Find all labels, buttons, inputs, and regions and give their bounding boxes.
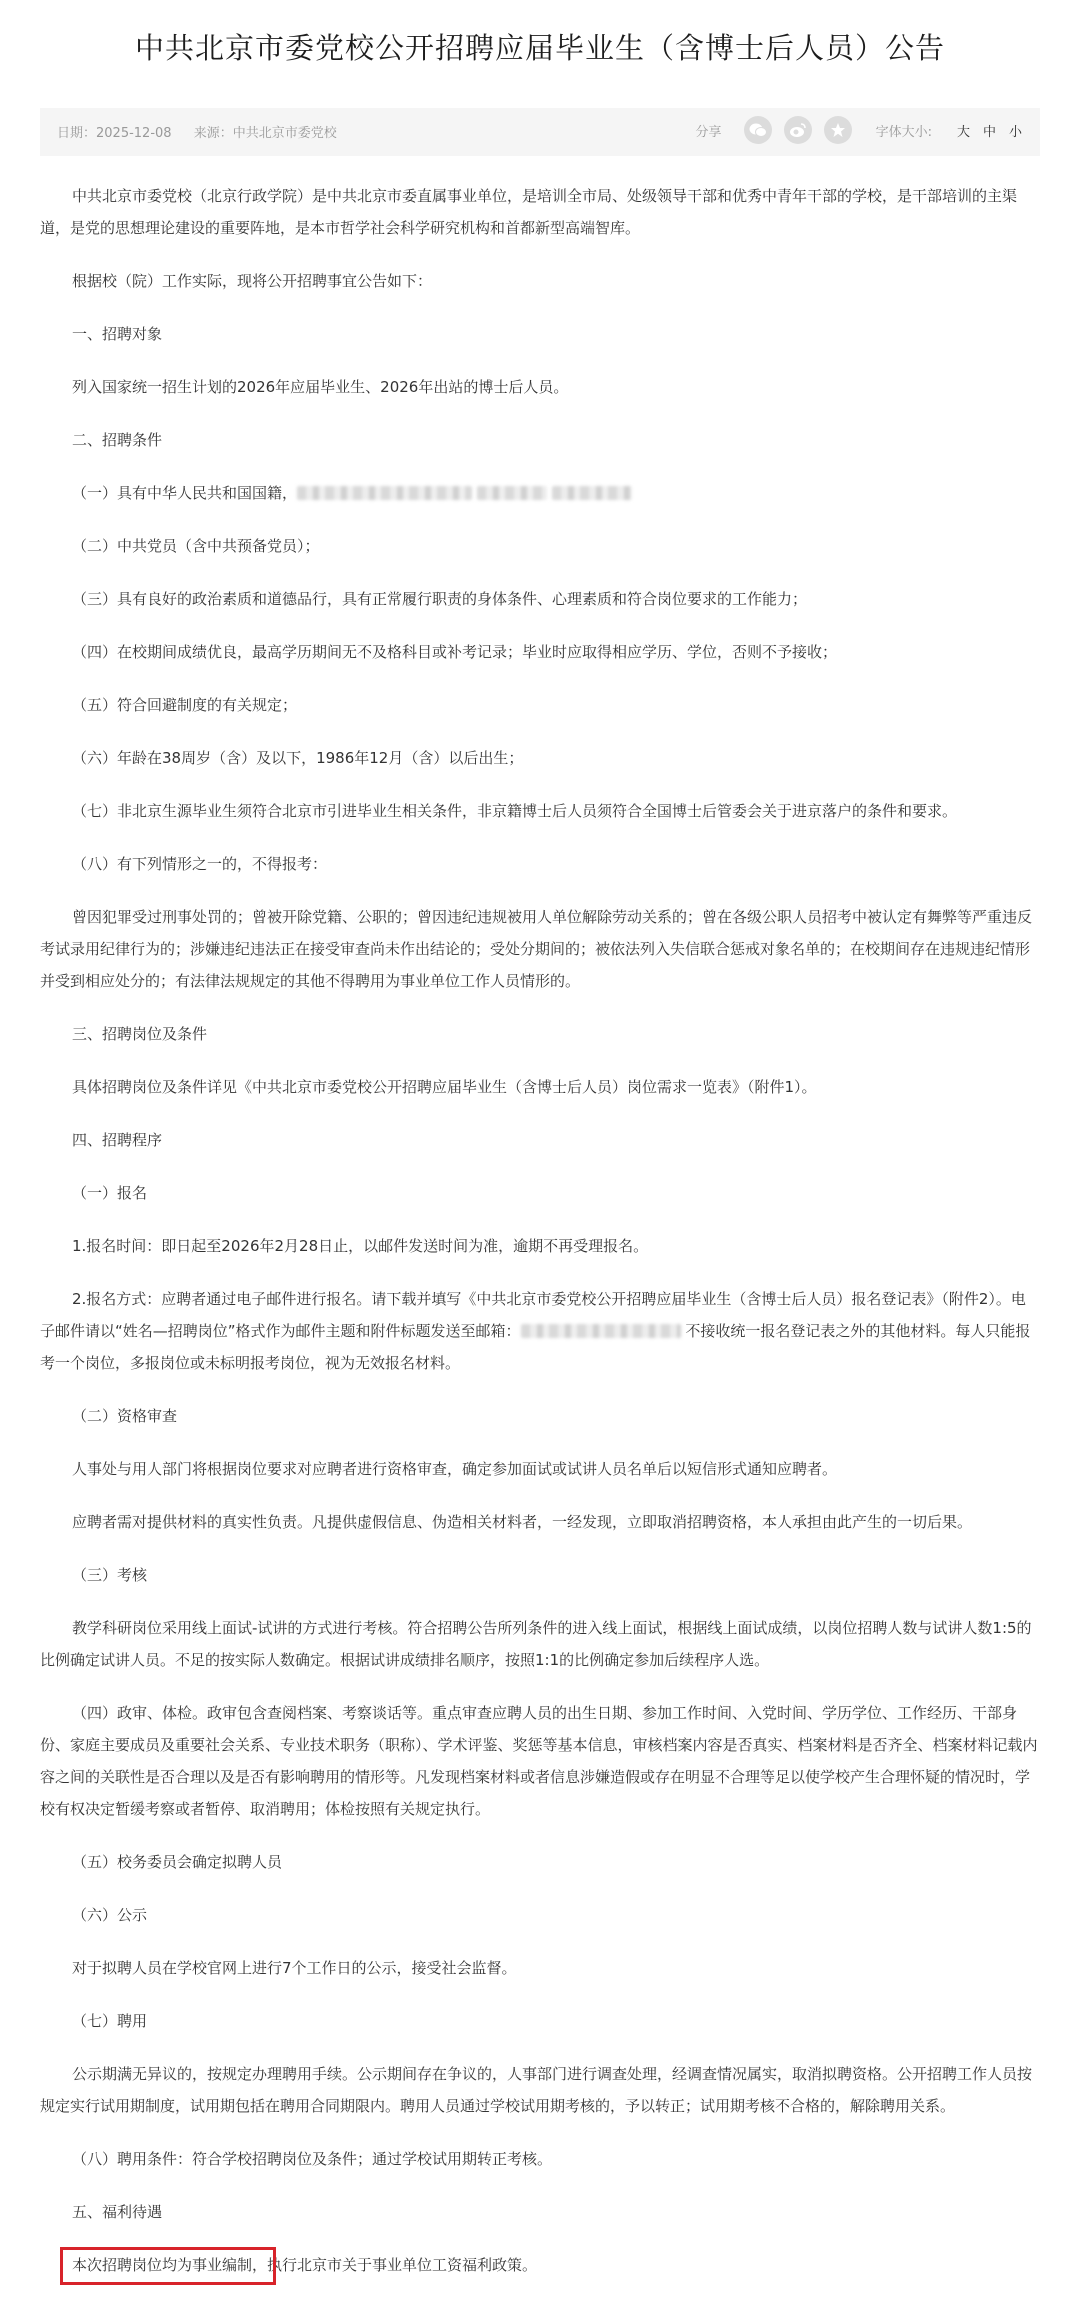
- paragraph: 列入国家统一招生计划的2026年应届毕业生、2026年出站的博士后人员。: [72, 378, 569, 396]
- welfare-text: 本次招聘岗位均为事业编制，执行北京市关于事业单位工资福利政策。: [72, 2256, 538, 2274]
- article-source: 来源：中共北京市委党校: [193, 126, 337, 141]
- registration-method-text: 不接收统一报名登记表之外的其他材料。每人只能报考一个岗位，多报岗位或未标明报考岗位，视为无效报名材料。: [40, 1322, 1031, 1372]
- section-heading: 四、招聘程序: [72, 1131, 163, 1149]
- redacted-email: [521, 1324, 681, 1338]
- red-highlight-box: [60, 2247, 276, 2285]
- paragraph: 根据校（院）工作实际，现将公开招聘事宜公告如下：: [72, 272, 433, 290]
- wechat-icon[interactable]: [744, 116, 772, 144]
- favorite-icon[interactable]: [824, 116, 852, 144]
- paragraph: 公示期满无异议的，按规定办理聘用手续。公示期间存在争议的，人事部门进行调查处理，经调查情况属实，取消拟聘资格。公开招聘工作人员按规定实行试用期制度，试用期包括在聘用合同期限内。聘用人员通过学校试用期考核的，予以转正；试用期考核不合格的，解除聘用关系。: [40, 2065, 1033, 2115]
- sub-heading: （七）聘用: [72, 2012, 148, 2030]
- paragraph: （八）聘用条件：符合学校招聘岗位及条件；通过学校试用期转正考核。: [72, 2150, 553, 2168]
- font-size-medium-button[interactable]: 中: [982, 124, 996, 140]
- page-title: 中共北京市委党校公开招聘应届毕业生（含博士后人员）公告: [134, 31, 945, 65]
- paragraph: 曾因犯罪受过刑事处罚的；曾被开除党籍、公职的；曾因违纪违规被用人单位解除劳动关系的；曾在各级公职人员招考中被认定有舞弊等严重违反考试录用纪律行为的；涉嫌违纪违法正在接受审查尚未作出结论的；受处分期间的；被依法列入失信联合惩戒对象名单的；在校期间存在违规违纪情形并受到相应处分的；有法律法规规定的其他不得聘用为事业单位工作人员情形的。: [40, 908, 1033, 990]
- article-body: [40, 180, 1040, 2302]
- paragraph: [40, 477, 1040, 509]
- redacted-text: [477, 486, 547, 500]
- highlighted-paragraph: [40, 2249, 1040, 2281]
- paragraph: 具体招聘岗位及条件详见《中共北京市委党校公开招聘应届毕业生（含博士后人员）岗位需求一览表》（附件1）。: [72, 1078, 817, 1096]
- section-heading: 五、福利待遇: [72, 2203, 163, 2221]
- paragraph: （三）具有良好的政治素质和道德品行，具有正常履行职责的身体条件、心理素质和符合岗位要求的工作能力；: [72, 590, 808, 608]
- sub-heading: （五）校务委员会确定拟聘人员: [72, 1853, 283, 1871]
- sub-heading: （六）公示: [72, 1906, 148, 1924]
- paragraph: 1.报名时间：即日起至2026年2月28日止，以邮件发送时间为准，逾期不再受理报名。: [72, 1237, 649, 1255]
- paragraph: （六）年龄在38周岁（含）及以下，1986年12月（含）以后出生；: [72, 749, 524, 767]
- sub-heading: （一）报名: [72, 1184, 148, 1202]
- redacted-text: [552, 486, 632, 500]
- paragraph: 应聘者需对提供材料的真实性负责。凡提供虚假信息、伪造相关材料者，一经发现，立即取消招聘资格，本人承担由此产生的一切后果。: [72, 1513, 973, 1531]
- paragraph: （四）政审、体检。政审包含查阅档案、考察谈话等。重点审查应聘人员的出生日期、参加工作时间、入党时间、学历学位、工作经历、干部身份、家庭主要成员及重要社会关系、专业技术职务（职称）、学术评鉴、奖惩等基本信息，审核档案内容是否真实、档案材料是否齐全、档案材料记载内容之间的关联性是否合理以及是否有影响聘用的情形等。凡发现档案材料或者信息涉嫌造假或存在明显不合理等足以使学校产生合理怀疑的情况时，学校有权决定暂缓考察或者暂停、取消聘用；体检按照有关规定执行。: [40, 1704, 1038, 1818]
- paragraph: （四）在校期间成绩优良，最高学历期间无不及格科目或补考记录；毕业时应取得相应学历、学位，否则不予接收；: [72, 643, 838, 661]
- condition-text: （一）具有中华人民共和国国籍，: [72, 484, 298, 502]
- paragraph: （五）符合回避制度的有关规定；: [72, 696, 298, 714]
- sub-heading: （三）考核: [72, 1566, 148, 1584]
- registration-method-text: 2.报名方式：应聘者通过电子邮件进行报名。请下载并填写《中共北京市委党校公开招聘应届毕业生（含博士后人员）报名登记表》（附件2）。电子邮件请以“姓名—招聘岗位”格式作为邮件主题和附件标题发送至邮箱：: [40, 1290, 1026, 1340]
- paragraph: 教学科研岗位采用线上面试-试讲的方式进行考核。符合招聘公告所列条件的进入线上面试，根据线上面试成绩，以岗位招聘人数与试讲人数1:5的比例确定试讲人员。不足的按实际人数确定。根据试讲成绩排名顺序，按照1:1的比例确定参加后续程序人选。: [40, 1619, 1032, 1669]
- paragraph: 中共北京市委党校（北京行政学院）是中共北京市委直属事业单位，是培训全市局、处级领导干部和优秀中青年干部的学校，是干部培训的主渠道，是党的思想理论建设的重要阵地，是本市哲学社会科学研究机构和首都新型高端智库。: [40, 187, 1018, 237]
- paragraph: 对于拟聘人员在学校官网上进行7个工作日的公示，接受社会监督。: [72, 1959, 517, 1977]
- weibo-icon[interactable]: [784, 116, 812, 144]
- paragraph: （七）非北京生源毕业生须符合北京市引进毕业生相关条件，非京籍博士后人员须符合全国博士后管委会关于进京落户的条件和要求。: [72, 802, 958, 820]
- font-size-small-button[interactable]: 小: [1008, 124, 1022, 140]
- font-size-label: 字体大小:: [875, 124, 932, 140]
- section-heading: 一、招聘对象: [72, 325, 163, 343]
- paragraph: 人事处与用人部门将根据岗位要求对应聘者进行资格审查，确定参加面试或试讲人员名单后以短信形式通知应聘者。: [72, 1460, 838, 1478]
- sub-heading: （二）资格审查: [72, 1407, 178, 1425]
- redacted-text: [297, 486, 472, 500]
- section-heading: 二、招聘条件: [72, 431, 163, 449]
- font-size-large-button[interactable]: 大: [956, 124, 970, 140]
- paragraph: [40, 1283, 1040, 1379]
- paragraph: （八）有下列情形之一的，不得报考：: [72, 855, 328, 873]
- paragraph: （二）中共党员（含中共预备党员）；: [72, 537, 320, 555]
- article-meta-bar: [40, 108, 1040, 156]
- share-label: 分享: [695, 124, 722, 140]
- publish-date: 日期：2025-12-08: [57, 126, 172, 141]
- section-heading: 三、招聘岗位及条件: [72, 1025, 208, 1043]
